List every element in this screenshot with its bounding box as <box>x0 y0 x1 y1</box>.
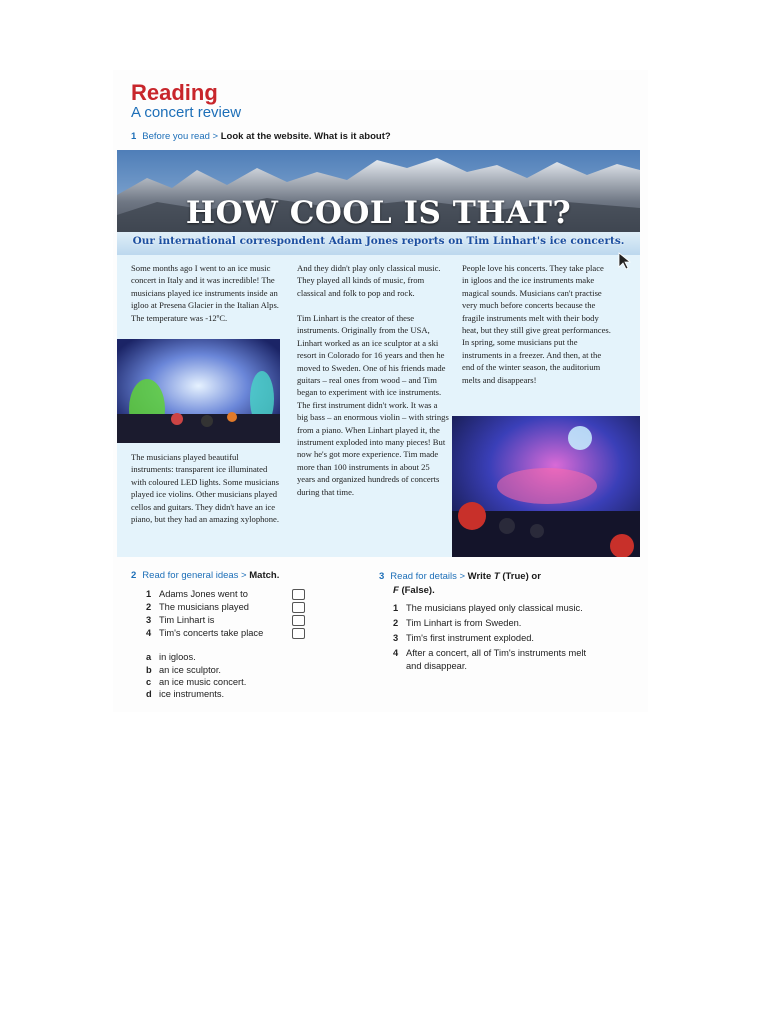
article-paragraph: Tim Linhart is the creator of these instruments. Originally from the USA, Linhart worked as an ice sculptor at a ski resort in Colorado for 16 years and then he moved to Sweden. One of his friends made guitars – real ones from wood – and Tim began to experiment with ice instruments. The first instrument didn't work. It was a big bass – an enormous violin – with strings from a piano. When Linhart played it, the instrument exploded into many pieces! But now he's got more experience. Tim made more than 100 instruments in about 25 years and organized hundreds of concerts during that time. <box>297 313 449 497</box>
question-number: 2 <box>131 570 137 581</box>
match-option: c an ice music concert. <box>146 677 247 687</box>
question-number: 1 <box>131 131 137 142</box>
question-text: Look at the website. What is it about? <box>220 131 391 142</box>
question-2 <box>131 570 279 581</box>
true-false-item: and disappear. <box>406 661 467 671</box>
concert-photo <box>117 339 280 443</box>
answer-box[interactable] <box>292 602 305 613</box>
match-item: 3 Tim Linhart is <box>146 615 215 625</box>
answer-box[interactable] <box>292 589 305 600</box>
section-subtitle: A concert review <box>131 104 242 121</box>
match-option: a in igloos. <box>146 652 196 662</box>
match-item: 4 Tim's concerts take place <box>146 628 264 638</box>
concert-photo <box>452 416 640 557</box>
match-option: b an ice sculptor. <box>146 665 222 675</box>
article-byline: Our international correspondent Adam Jones reports on Tim Linhart's ice concerts. <box>132 235 625 247</box>
article-paragraph: Some months ago I went to an ice music concert in Italy and it was incredible! The musicians played ice instruments inside an igloo at Presena Glacier in the Italian Alps. The temperature was -12ºC. <box>131 263 279 323</box>
answer-box[interactable] <box>292 628 305 639</box>
true-false-item: 3 Tim's first instrument exploded. <box>393 633 535 643</box>
article-banner <box>117 150 640 255</box>
question-label: Read for general ideas > <box>142 570 247 581</box>
true-false-item: 1 The musicians played only classical music. <box>393 603 583 613</box>
true-false-item: 2 Tim Linhart is from Sweden. <box>393 618 522 628</box>
true-false-item: 4 After a concert, all of Tim's instruments melt <box>393 648 587 658</box>
match-option: d ice instruments. <box>146 689 225 699</box>
question-label: Read for details > <box>390 571 466 582</box>
section-title: Reading <box>131 80 218 105</box>
match-item: 2 The musicians played <box>146 602 249 612</box>
article-paragraph: The musicians played beautiful instruments: transparent ice illuminated with coloured LED lights. Some musicians played ice violins. Other musicians played cellos and guitars. They didn't have an ice piano, but they had an amazing xylophone. <box>131 452 279 525</box>
match-item: 1 Adams Jones went to <box>146 589 248 599</box>
article-paragraph: And they didn't play only classical music. They played all kinds of music, from classical and folk to pop and rock. <box>297 263 441 298</box>
answer-box[interactable] <box>292 615 305 626</box>
question-label: Before you read > <box>142 131 219 142</box>
article-headline: HOW COOL IS THAT? <box>185 195 572 231</box>
question-instruction: Match. <box>249 570 280 581</box>
article-paragraph: People love his concerts. They take place in igloos and the ice instruments make magical sounds. Musicians can't practise very much before concerts because the fragile instruments melt with their body heat, but they still give great performances. In spring, some musicians put the instruments in a freezer. And then, at the end of the winter season, the auditorium melts and disappears! <box>462 263 611 385</box>
question-number: 3 <box>379 571 385 582</box>
mouse-pointer-icon <box>618 252 632 270</box>
question-1 <box>131 131 391 142</box>
question-3: 3 Read for details > Write T (True) or F (False). <box>379 571 541 596</box>
